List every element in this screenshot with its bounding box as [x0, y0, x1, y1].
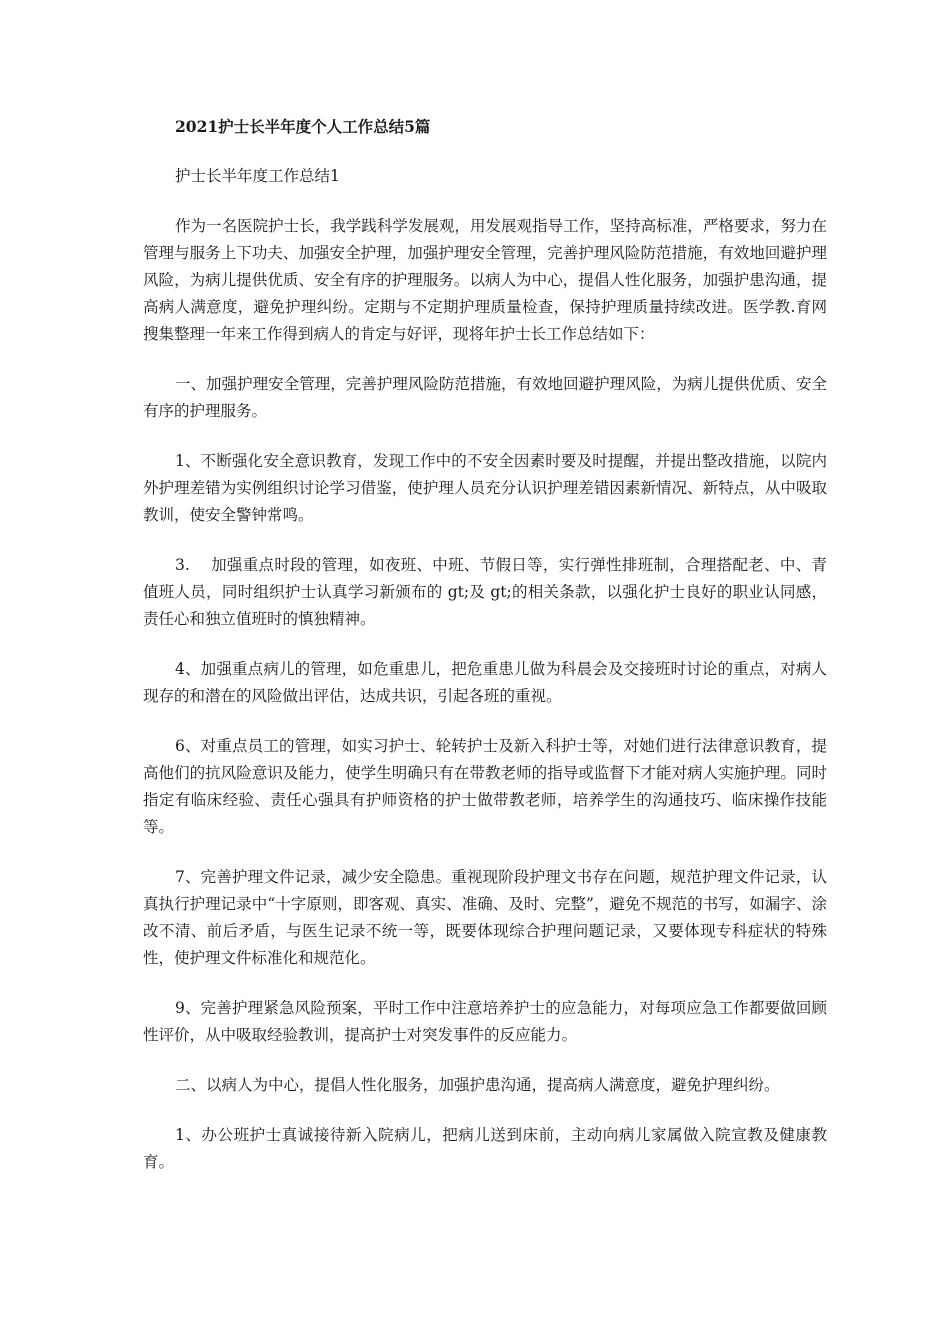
- paragraph-intro: 作为一名医院护士长，我学践科学发展观，用发展观指导工作，坚持高标准，严格要求，努力在管理与服务上下功夫、加强安全护理，加强护理安全管理，完善护理风险防范措施，有效地回避护理风险，为病儿提供优质、安全有序的护理服务。以病人为中心，提倡人性化服务，加强护患沟通，提高病人满意度，避免护理纠纷。定期与不定期护理质量检查，保持护理质量持续改进。医学教.育网搜集整理一年来工作得到病人的肯定与好评，现将年护士长工作总结如下：: [143, 217, 827, 343]
- paragraph-item-4: 4、加强重点病儿的管理，如危重患儿，把危重患儿做为科晨会及交接班时讨论的重点，对病人现存的和潜在的风险做出评估，达成共识，引起各班的重视。: [143, 660, 827, 705]
- paragraph-item-1: 1、不断强化安全意识教育，发现工作中的不安全因素时要及时提醒，并提出整改措施，以院内外护理差错为实例组织讨论学习借鉴，使护理人员充分认识护理差错因素新情况、新特点，从中吸取教训，使安全警钟常鸣。: [143, 452, 827, 524]
- paragraph-item-6: 6、对重点员工的管理，如实习护士、轮转护士及新入科护士等，对她们进行法律意识教育，提高他们的抗风险意识及能力，使学生明确只有在带教老师的指导或监督下才能对病人实施护理。同时指定有临床经验、责任心强具有护师资格的护士做带教老师，培养学生的沟通技巧、临床操作技能等。: [143, 737, 827, 836]
- paragraph-section-2-item-1: 1、办公班护士真诚接待新入院病儿，把病儿送到床前，主动向病儿家属做入院宣教及健康教育。: [143, 1126, 827, 1171]
- paragraph-section-2: 二、以病人为中心，提倡人性化服务，加强护患沟通，提高病人满意度，避免护理纠纷。: [175, 1076, 780, 1094]
- document-body: [143, 113, 827, 1199]
- paragraph-item-3: 3. 加强重点时段的管理，如夜班、中班、节假日等，实行弹性排班制，合理搭配老、中、青值班人员，同时组织护士认真学习新颁布的 gt;及 gt;的相关条款，以强化护士良好的职业认同感，责任心和独立值班时的慎独精神。: [143, 556, 827, 628]
- paragraph-item-9: 9、完善护理紧急风险预案，平时工作中注意培养护士的应急能力，对每项应急工作都要做回顾性评价，从中吸取经验教训，提高护士对突发事件的反应能力。: [143, 999, 827, 1044]
- document-title: 2021护士长半年度个人工作总结5篇: [175, 117, 431, 136]
- paragraph-section-1: 一、加强护理安全管理，完善护理风险防范措施，有效地回避护理风险，为病儿提供优质、安全有序的护理服务。: [143, 375, 827, 420]
- section-heading: 护士长半年度工作总结1: [175, 167, 340, 185]
- paragraph-item-7: 7、完善护理文件记录，减少安全隐患。重视现阶段护理文书存在问题，规范护理文件记录，认真执行护理记录中“十字原则，即客观、真实、准确、及时、完整”，避免不规范的书写，如漏字、涂改不清、前后矛盾，与医生记录不统一等，既要体现综合护理问题记录，又要体现专科症状的特殊性，使护理文件标准化和规范化。: [143, 868, 827, 967]
